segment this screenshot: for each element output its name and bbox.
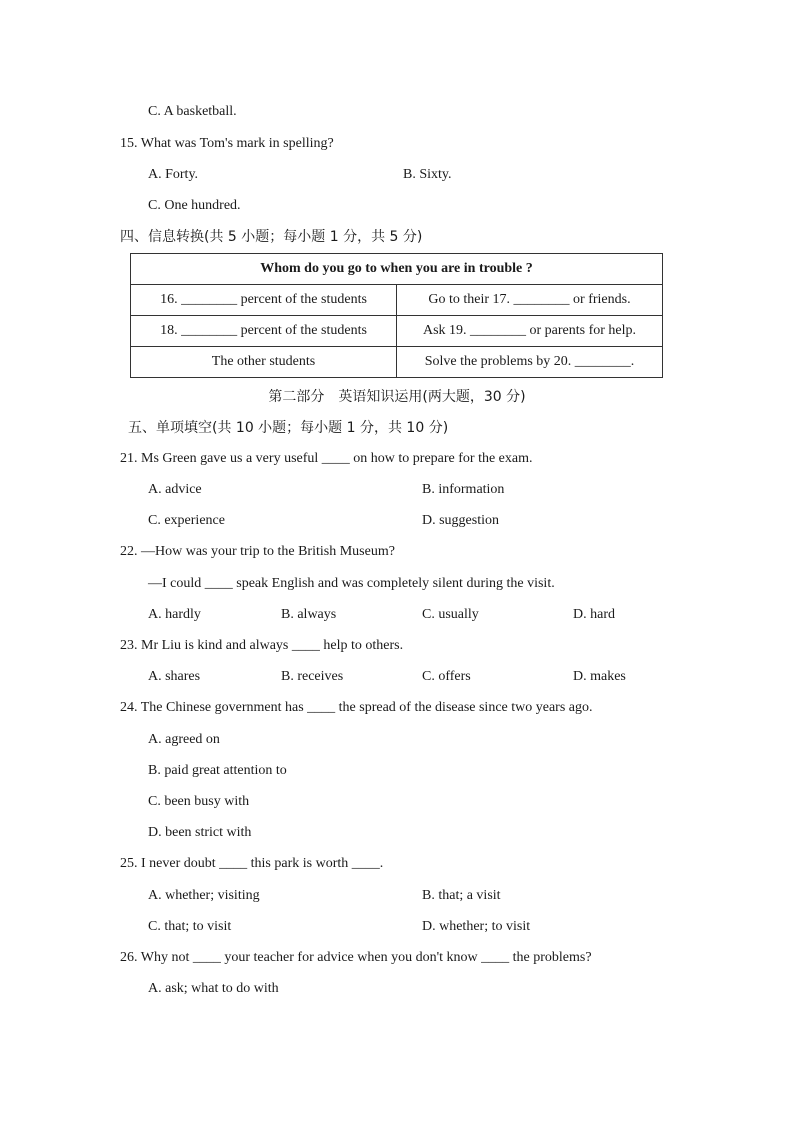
- q24-option-a: A. agreed on: [148, 732, 220, 747]
- q24-stem: 24. The Chinese government has ____ the spread of the disease since two years ago.: [120, 700, 593, 715]
- table-row: [131, 316, 663, 347]
- q21-option-c: C. experience: [148, 513, 225, 528]
- table-cell: 18. ________ percent of the students: [131, 316, 397, 347]
- q22-option-a: A. hardly: [148, 607, 201, 622]
- table-cell: Solve the problems by 20. ________.: [397, 347, 663, 378]
- q21-option-d: D. suggestion: [422, 513, 499, 528]
- table-cell: Go to their 17. ________ or friends.: [397, 285, 663, 316]
- q26-option-a: A. ask; what to do with: [148, 981, 279, 996]
- q25-option-a: A. whether; visiting: [148, 888, 260, 903]
- q24-option-b: B. paid great attention to: [148, 763, 287, 778]
- q15-option-a: A. Forty.: [148, 167, 199, 182]
- q22-stem-reply: —I could ____ speak English and was completely silent during the visit.: [148, 576, 555, 591]
- q23-option-d: D. makes: [573, 669, 626, 684]
- q15-option-c: C. One hundred.: [148, 198, 241, 213]
- q24-option-d: D. been strict with: [148, 825, 252, 840]
- q22-option-c: C. usually: [422, 607, 479, 622]
- q14-option-c: C. A basketball.: [148, 104, 237, 119]
- q25-option-d: D. whether; to visit: [422, 919, 531, 934]
- q23-option-a: A. shares: [148, 669, 201, 684]
- q23-stem: 23. Mr Liu is kind and always ____ help to others.: [120, 638, 404, 653]
- section4-title: 四、信息转换(共 5 小题；每小题 1 分，共 5 分): [120, 229, 423, 245]
- q22-stem: 22. —How was your trip to the British Museum?: [120, 544, 395, 559]
- q15-option-b: B. Sixty.: [403, 167, 452, 182]
- table-header: Whom do you go to when you are in trouble ?: [131, 254, 663, 285]
- part2-title: 第二部分 英语知识运用(两大题，30 分): [268, 389, 526, 405]
- table-row: [131, 285, 663, 316]
- q21-option-a: A. advice: [148, 482, 202, 497]
- q26-stem: 26. Why not ____ your teacher for advice when you don't know ____ the problems?: [120, 950, 592, 965]
- q22-option-b: B. always: [281, 607, 337, 622]
- q24-option-c: C. been busy with: [148, 794, 250, 809]
- q25-option-b: B. that; a visit: [422, 888, 501, 903]
- info-transfer-table: [130, 253, 663, 378]
- table-cell: 16. ________ percent of the students: [131, 285, 397, 316]
- q21-stem: 21. Ms Green gave us a very useful ____ on how to prepare for the exam.: [120, 451, 533, 466]
- q15-stem: 15. What was Tom's mark in spelling?: [120, 136, 334, 151]
- table-row: [131, 347, 663, 378]
- q25-stem: 25. I never doubt ____ this park is worth ____.: [120, 856, 384, 871]
- q21-option-b: B. information: [422, 482, 505, 497]
- q25-option-c: C. that; to visit: [148, 919, 232, 934]
- q23-option-b: B. receives: [281, 669, 344, 684]
- section5-title: 五、单项填空(共 10 小题；每小题 1 分，共 10 分): [128, 420, 449, 436]
- q22-option-d: D. hard: [573, 607, 615, 622]
- table-cell: The other students: [131, 347, 397, 378]
- table-cell: Ask 19. ________ or parents for help.: [397, 316, 663, 347]
- q23-option-c: C. offers: [422, 669, 471, 684]
